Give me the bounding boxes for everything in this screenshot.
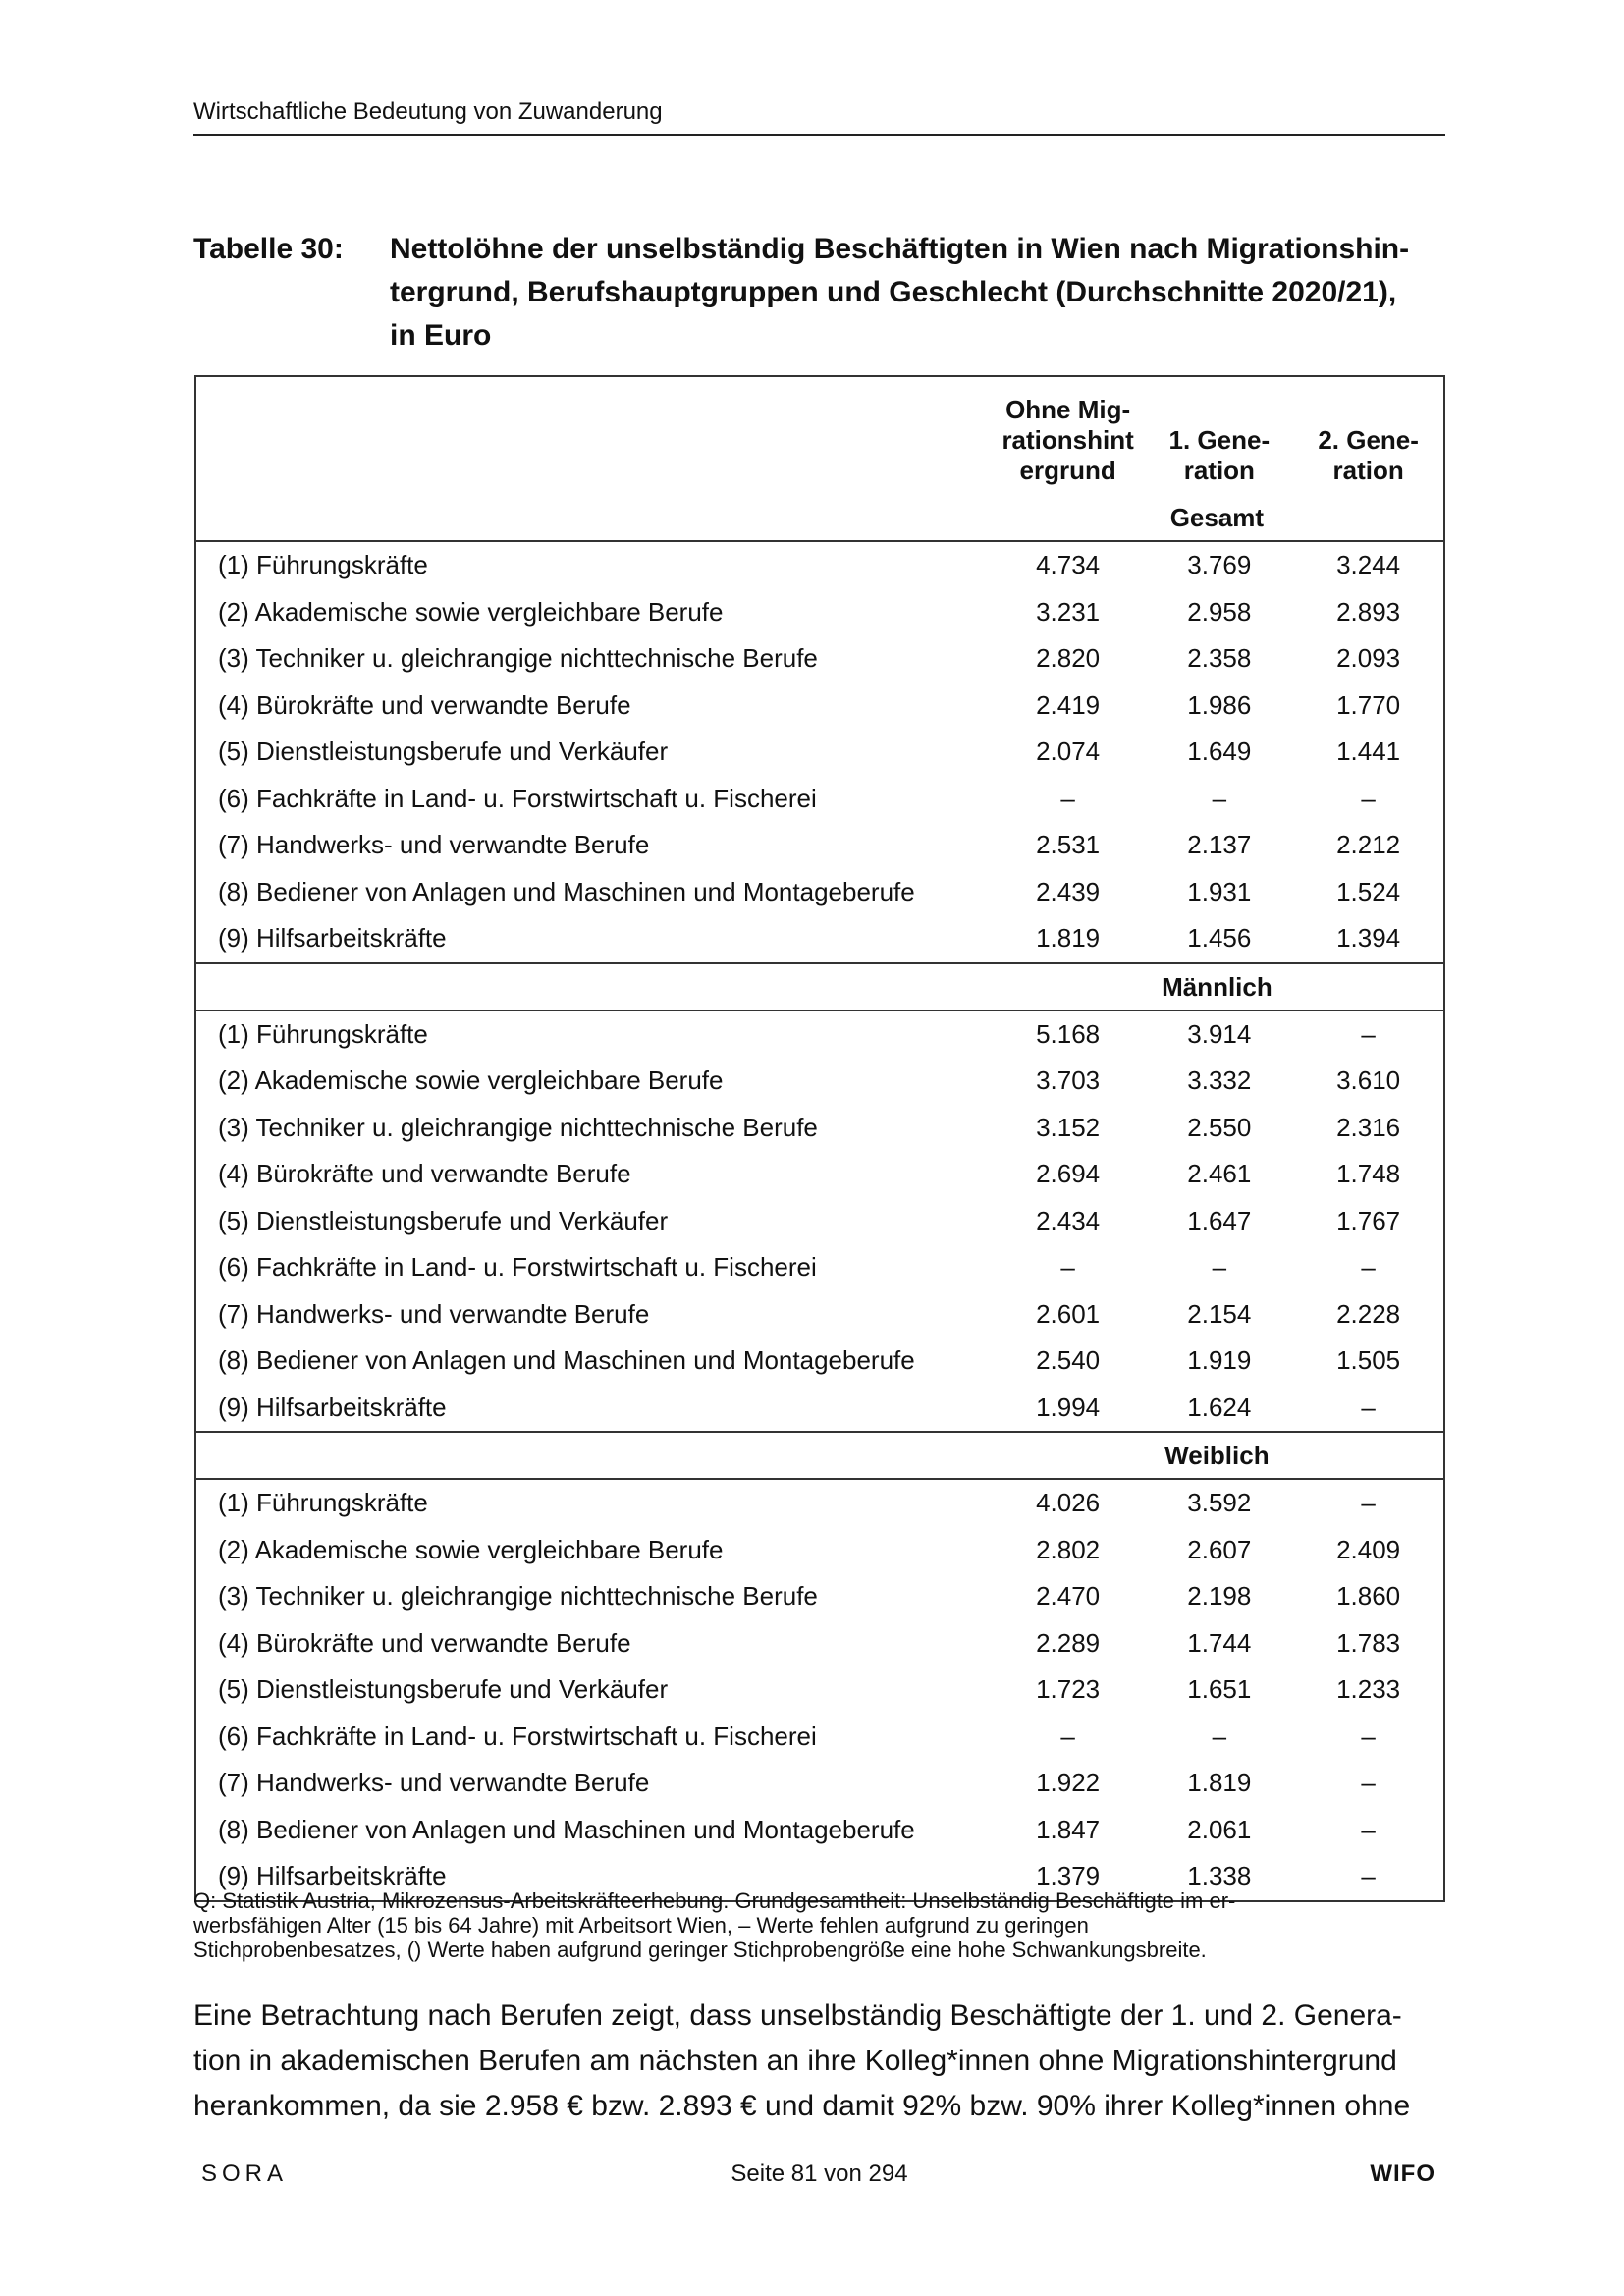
wage-value: 3.610 bbox=[1336, 1066, 1401, 1095]
sora-logo: SORA bbox=[201, 2160, 289, 2187]
wage-value: 2.470 bbox=[1036, 1581, 1101, 1611]
column-header-second-generation: 2. Gene- ration bbox=[1318, 424, 1419, 485]
wage-value: 1.819 bbox=[1187, 1768, 1252, 1797]
wage-value: 3.231 bbox=[1036, 596, 1101, 627]
section-header-row bbox=[195, 963, 1444, 1011]
column-header-row bbox=[195, 376, 1444, 495]
wage-value: 2.409 bbox=[1336, 1534, 1401, 1564]
occupation-label: (6) Fachkräfte in Land- u. Forstwirtschaft u. Fischerei bbox=[218, 783, 817, 813]
wage-value: 5.168 bbox=[1036, 1018, 1101, 1049]
table-row bbox=[195, 1714, 1444, 1761]
wage-value: 1.748 bbox=[1336, 1159, 1401, 1188]
table-row bbox=[195, 1667, 1444, 1714]
wage-value: 3.703 bbox=[1036, 1066, 1101, 1095]
wage-value: 4.734 bbox=[1036, 550, 1101, 579]
wage-value: 2.228 bbox=[1336, 1298, 1401, 1329]
table-row bbox=[195, 541, 1444, 589]
table-row bbox=[195, 1760, 1444, 1807]
table-caption bbox=[193, 228, 1470, 357]
wage-value: 1.819 bbox=[1036, 923, 1101, 953]
wage-value: 1.647 bbox=[1187, 1205, 1252, 1235]
caption-line-2: tergrund, Berufshauptgruppen und Geschlecht (Durchschnitte 2020/21), bbox=[390, 276, 1397, 308]
wage-value: 1.919 bbox=[1187, 1345, 1252, 1375]
table-row bbox=[195, 1338, 1444, 1385]
table-body bbox=[195, 495, 1444, 1901]
occupation-label: (1) Führungskräfte bbox=[218, 1488, 428, 1517]
wage-value: 2.820 bbox=[1036, 643, 1101, 673]
occupation-label: (3) Techniker u. gleichrangige nichttechnische Berufe bbox=[218, 1581, 818, 1611]
occupation-label: (2) Akademische sowie vergleichbare Berufe bbox=[218, 1066, 724, 1095]
occupation-label: (4) Bürokräfte und verwandte Berufe bbox=[218, 689, 631, 720]
table-row bbox=[195, 1198, 1444, 1245]
wage-value: – bbox=[1361, 1252, 1376, 1282]
wage-value: 1.649 bbox=[1187, 737, 1252, 766]
wage-value: 1.744 bbox=[1187, 1627, 1252, 1658]
wage-value: – bbox=[1060, 783, 1075, 813]
wage-value: 1.338 bbox=[1187, 1861, 1252, 1890]
occupation-label: (6) Fachkräfte in Land- u. Forstwirtschaft u. Fischerei bbox=[218, 1721, 817, 1751]
table-row bbox=[195, 869, 1444, 916]
table-row bbox=[195, 1291, 1444, 1339]
page-footer bbox=[193, 2160, 1445, 2200]
occupation-label: (1) Führungskräfte bbox=[218, 550, 428, 579]
wage-value: 2.061 bbox=[1187, 1814, 1252, 1844]
table-row bbox=[195, 635, 1444, 683]
wage-value: 1.783 bbox=[1336, 1627, 1401, 1658]
wage-value: 1.767 bbox=[1336, 1205, 1401, 1235]
wage-value: 2.137 bbox=[1187, 830, 1252, 859]
wage-value: 2.893 bbox=[1336, 596, 1401, 627]
occupation-label: (5) Dienstleistungsberufe und Verkäufer bbox=[218, 1674, 669, 1704]
wage-table bbox=[194, 375, 1445, 1902]
occupation-label: (8) Bediener von Anlagen und Maschinen und Montageberufe bbox=[218, 1345, 915, 1375]
occupation-label: (5) Dienstleistungsberufe und Verkäufer bbox=[218, 1205, 669, 1235]
wage-value: – bbox=[1361, 1488, 1376, 1517]
wage-value: – bbox=[1212, 1252, 1227, 1282]
wage-value: 3.244 bbox=[1336, 550, 1401, 579]
wage-value: 2.434 bbox=[1036, 1205, 1101, 1235]
wage-value: 3.592 bbox=[1187, 1488, 1252, 1517]
occupation-label: (9) Hilfsarbeitskräfte bbox=[218, 923, 447, 953]
wage-value: 2.607 bbox=[1187, 1534, 1252, 1564]
wage-value: – bbox=[1361, 1768, 1376, 1797]
wage-value: 2.093 bbox=[1336, 643, 1401, 673]
occupation-label: (2) Akademische sowie vergleichbare Berufe bbox=[218, 1534, 724, 1564]
wage-value: 2.958 bbox=[1187, 596, 1252, 627]
section-title: Weiblich bbox=[991, 1432, 1444, 1479]
wage-value: 2.316 bbox=[1336, 1112, 1401, 1142]
wage-value: 2.212 bbox=[1336, 830, 1401, 859]
occupation-label: (1) Führungskräfte bbox=[218, 1018, 428, 1049]
wage-value: 2.601 bbox=[1036, 1298, 1101, 1329]
wage-value: 3.152 bbox=[1036, 1112, 1101, 1142]
caption-line-1: Nettolöhne der unselbständig Beschäftigten in Wien nach Migrationshin- bbox=[390, 233, 1410, 265]
wage-value: 2.694 bbox=[1036, 1159, 1101, 1188]
wage-value: 1.379 bbox=[1036, 1861, 1101, 1890]
occupation-label: (8) Bediener von Anlagen und Maschinen und Montageberufe bbox=[218, 876, 915, 906]
wage-value: 1.860 bbox=[1336, 1581, 1401, 1611]
wage-value: – bbox=[1060, 1252, 1075, 1282]
wage-value: 2.198 bbox=[1187, 1581, 1252, 1611]
wage-value: 1.524 bbox=[1336, 876, 1401, 906]
wage-value: – bbox=[1361, 1018, 1376, 1049]
wage-value: – bbox=[1212, 783, 1227, 813]
wage-value: 2.439 bbox=[1036, 876, 1101, 906]
column-header-first-generation: 1. Gene- ration bbox=[1168, 424, 1271, 485]
occupation-label: (7) Handwerks- und verwandte Berufe bbox=[218, 830, 650, 859]
body-paragraph: Eine Betrachtung nach Berufen zeigt, dass unselbständig Beschäftigte der 1. und 2. Genera- tion in akademischen Berufen am nächsten an ihre Kolleg*innen ohne Migrationshintergrund herankommen, da sie 2.958 € bzw. 2.893 € und damit 92% bzw. 90% ihrer Kolleg*innen ohne bbox=[193, 1999, 1411, 2122]
wage-value: 2.461 bbox=[1187, 1159, 1252, 1188]
wage-value: 3.769 bbox=[1187, 550, 1252, 579]
table-row bbox=[195, 822, 1444, 869]
wage-value: 1.922 bbox=[1036, 1768, 1101, 1797]
table-row bbox=[195, 1620, 1444, 1667]
wage-value: 1.505 bbox=[1336, 1345, 1401, 1375]
table-row bbox=[195, 683, 1444, 730]
table-row bbox=[195, 915, 1444, 963]
running-title: Wirtschaftliche Bedeutung von Zuwanderung bbox=[193, 98, 663, 125]
table-row bbox=[195, 1573, 1444, 1620]
wage-value: – bbox=[1212, 1721, 1227, 1751]
table-row bbox=[195, 1479, 1444, 1527]
wage-value: 2.074 bbox=[1036, 737, 1101, 766]
table-row bbox=[195, 1244, 1444, 1291]
wage-value: 1.723 bbox=[1036, 1674, 1101, 1704]
wage-value: 2.154 bbox=[1187, 1298, 1252, 1329]
wage-value: 3.332 bbox=[1187, 1066, 1252, 1095]
wage-value: – bbox=[1361, 1721, 1376, 1751]
wage-value: – bbox=[1060, 1721, 1075, 1751]
table-row bbox=[195, 1527, 1444, 1574]
wage-value: 1.931 bbox=[1187, 876, 1252, 906]
wage-value: 1.770 bbox=[1336, 689, 1401, 720]
wage-value: 2.419 bbox=[1036, 689, 1101, 720]
wage-value: 2.289 bbox=[1036, 1627, 1101, 1658]
wifo-logo: WIFO bbox=[1370, 2160, 1435, 2187]
occupation-label: (7) Handwerks- und verwandte Berufe bbox=[218, 1768, 650, 1797]
wage-value: 1.651 bbox=[1187, 1674, 1252, 1704]
occupation-label: (4) Bürokräfte und verwandte Berufe bbox=[218, 1627, 631, 1658]
wage-value: 1.233 bbox=[1336, 1674, 1401, 1704]
occupation-label: (7) Handwerks- und verwandte Berufe bbox=[218, 1298, 650, 1329]
wage-value: – bbox=[1361, 1814, 1376, 1844]
occupation-label: (9) Hilfsarbeitskräfte bbox=[218, 1861, 447, 1890]
wage-value: 2.358 bbox=[1187, 643, 1252, 673]
wage-value: 1.847 bbox=[1036, 1814, 1101, 1844]
wage-value: – bbox=[1361, 1861, 1376, 1890]
wage-value: 2.531 bbox=[1036, 830, 1101, 859]
page-number: Seite 81 von 294 bbox=[731, 2160, 908, 2187]
occupation-label: (3) Techniker u. gleichrangige nichttechnische Berufe bbox=[218, 1112, 818, 1142]
section-title: Männlich bbox=[991, 963, 1444, 1011]
occupation-column-header bbox=[195, 376, 991, 495]
table-row bbox=[195, 1807, 1444, 1854]
occupation-label: (2) Akademische sowie vergleichbare Berufe bbox=[218, 596, 724, 627]
wage-value: 3.914 bbox=[1187, 1018, 1252, 1049]
section-header-row bbox=[195, 495, 1444, 541]
table-row bbox=[195, 776, 1444, 823]
section-header-row bbox=[195, 1432, 1444, 1479]
occupation-label: (9) Hilfsarbeitskräfte bbox=[218, 1392, 447, 1422]
occupation-label: (6) Fachkräfte in Land- u. Forstwirtschaft u. Fischerei bbox=[218, 1252, 817, 1282]
wage-value: 2.550 bbox=[1187, 1112, 1252, 1142]
table-row bbox=[195, 1011, 1444, 1059]
table-row bbox=[195, 1151, 1444, 1198]
occupation-label: (3) Techniker u. gleichrangige nichttechnische Berufe bbox=[218, 643, 818, 673]
wage-value: 4.026 bbox=[1036, 1488, 1101, 1517]
wage-value: 2.802 bbox=[1036, 1534, 1101, 1564]
running-header bbox=[193, 98, 1445, 136]
table-row bbox=[195, 1058, 1444, 1105]
wage-value: – bbox=[1361, 1392, 1376, 1422]
wage-value: 1.624 bbox=[1187, 1392, 1252, 1422]
wage-value: 1.986 bbox=[1187, 689, 1252, 720]
table-row bbox=[195, 1105, 1444, 1152]
wage-value: 2.540 bbox=[1036, 1345, 1101, 1375]
table-row bbox=[195, 1385, 1444, 1433]
wage-value: 1.994 bbox=[1036, 1392, 1101, 1422]
wage-value: – bbox=[1361, 783, 1376, 813]
section-title: Gesamt bbox=[991, 495, 1444, 541]
wage-value: 1.456 bbox=[1187, 923, 1252, 953]
wage-value: 1.441 bbox=[1336, 737, 1401, 766]
table-row bbox=[195, 589, 1444, 636]
caption-label: Tabelle 30: bbox=[193, 233, 344, 265]
occupation-label: (4) Bürokräfte und verwandte Berufe bbox=[218, 1159, 631, 1188]
table-row bbox=[195, 729, 1444, 776]
caption-line-3: in Euro bbox=[390, 319, 492, 352]
source-note: Q: Statistik Austria, Mikrozensus-Arbeitskräfteerhebung. Grundgesamtheit: Unselbständig Beschäftigte im er- werbsfähigen Alter (15 bis 64 Jahre) mit Arbeitsort Wien, – Werte fehlen aufgrund zu geringen Stichprobenbesatzes, () Werte haben aufgrund geringer Stichprobengröße eine hohe Schwankungsbreite. bbox=[193, 1888, 1236, 1962]
wage-value: 1.394 bbox=[1336, 923, 1401, 953]
occupation-label: (8) Bediener von Anlagen und Maschinen und Montageberufe bbox=[218, 1814, 915, 1844]
column-header-no-migration: Ohne Mig- rationshint ergrund bbox=[1001, 394, 1134, 485]
occupation-label: (5) Dienstleistungsberufe und Verkäufer bbox=[218, 737, 669, 766]
